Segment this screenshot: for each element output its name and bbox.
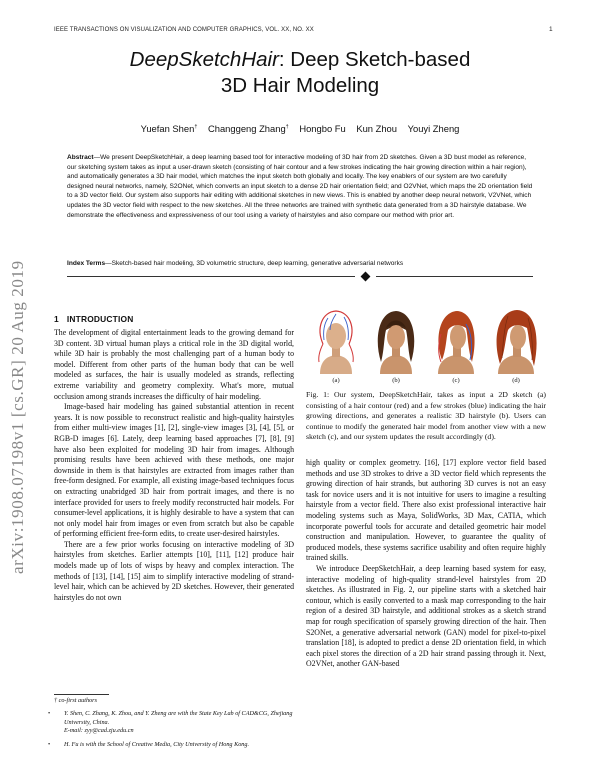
paper-title xyxy=(54,47,546,99)
page-number: 1 xyxy=(549,26,553,33)
arxiv-stamp: arXiv:1908.07198v1 [cs.GR] 20 Aug 2019 xyxy=(8,260,27,574)
title-system-name: DeepSketchHair xyxy=(129,48,279,71)
author: Hongbo Fu xyxy=(299,123,346,134)
figure-label-c: (c) xyxy=(452,377,460,384)
figure-panel-b xyxy=(366,304,426,376)
running-header: IEEE TRANSACTIONS ON VISUALIZATION AND COMPUTER GRAPHICS, VOL. XX, NO. XX xyxy=(54,27,314,33)
title-line1-rest: : Deep Sketch-based xyxy=(278,48,471,71)
footnote-affiliation: • H. Fu is with the School of Creative Media, City University of Hong Kong. xyxy=(54,741,294,750)
figure-label-d: (d) xyxy=(512,377,520,384)
section-title: INTRODUCTION xyxy=(66,314,134,324)
teaser-figure xyxy=(306,304,546,390)
footnotes xyxy=(54,694,294,755)
section-number: 1 xyxy=(54,314,59,324)
section-heading xyxy=(54,314,133,324)
section-divider xyxy=(67,276,533,277)
author: Changgeng Zhang† xyxy=(207,123,289,134)
divider-line-right xyxy=(376,276,533,277)
footnote-affiliation: • Y. Shen, C. Zhang, K. Zhou, and Y. Zheng are with the State Key Lab of CAD&CG, Zhejiang University, China. E-mail: zyy@cad.zju.edu.cn xyxy=(54,710,294,736)
figure-panel-c xyxy=(426,304,486,376)
abstract xyxy=(67,153,533,220)
footnote-rule xyxy=(54,694,109,695)
index-terms-text: —Sketch-based hair modeling, 3D volumetric structure, deep learning, generative adversarial networks xyxy=(105,260,404,267)
paragraph: The development of digital entertainment leads to the growing demand for 3D content. 3D virtual human plays a critical role in the 3D digital world, while 3D hair is probably the most challenging part of a human body to model. Different from other parts of the human body that can be well modeled as surfaces, the hair is usually modeled as strands, reflecting extreme variability and geometry complexity. What's more, mutual occlusion among strands increases the difficulty of hair modeling. xyxy=(54,328,294,401)
diamond-icon xyxy=(361,272,371,282)
divider-line-left xyxy=(67,276,355,277)
author: Kun Zhou xyxy=(356,123,397,134)
title-line2: 3D Hair Modeling xyxy=(220,74,380,97)
paragraph: Image-based hair modeling has gained substantial attention in recent years. It is now possible to reconstruct realistic and high-quality hairstyles from either multi-view images [1], [2], single-view images [3], [4], [5], or RGB-D images [6]. Lately, deep learning based approaches [7], [8], [9] have also been exploited for modeling 3D hair from images. Although promising results have been achieved with these methods, one major downside in them is that hairstyles are extracted from images rather than free-form designed. For example, all existing image-based techniques focus on extracting unabridged 3D hair from portrait images, and there is no interface provided for users to freely modify reconstructed hair models. For consumer-level applications, it is highly desirable to have a system that can not only model hair from images or even from scratch but also be capable of performing efficient free-form edits, to create user-desired hairstyles. xyxy=(54,402,294,539)
abstract-text: —We present DeepSketchHair, a deep learning based tool for interactive modeling of 3D hair from 2D sketches. Given a 3D bust model as reference, our sketching system takes as input a user-drawn sketch (consisting of hair contour and a few strokes indicating the hair growing direction within a hair region), and automatically generates a 3D hair model, which matches the input sketch both globally and locally. The key enablers of our system are two carefully designed neural networks, namely, S2ONet, which converts an input sketch to a dense 2D hair orientation field; and O2VNet, which maps the 2D orientation field to a 3D vector field. Our system also supports hair editing with additional sketches in new views. This is enabled by another deep neural network, V2VNet, which updates the 3D vector field with respect to the new sketches. All the three networks are trained with synthetic data generated from a 3D hairstyle database. We demonstrate the effectiveness and expressiveness of our tool using a variety of hairstyles and also compare our method with prior art. xyxy=(67,154,533,219)
paragraph: high quality or complex geometry. [16], [17] explore vector field based methods and use 3D strokes to drive a 3D vector field which represents the growing direction of hair strands, but authoring 3D curves is not an easy task for novice users and it is not intuitive for users to imagine a resulting hairstyle from a vector field. There also exist professional interactive hair modeling systems such as Maya, SolidWorks, 3D Max, CATIA, which incorporate powerful tools for accurate and detailed geometric hair model construction and manipulation. However, to guarantee the quality of produced models, these systems sacrifice usability and often require highly trained skills. xyxy=(306,458,546,563)
figure-label-a: (a) xyxy=(332,377,340,384)
author: Yuefan Shen† xyxy=(140,123,198,134)
left-column xyxy=(54,328,294,603)
index-terms xyxy=(67,259,533,268)
paragraph: There are a few prior works focusing on interactive modeling of 3D hairstyles from sketches. Earlier attempts [10], [11], [12] produce hair models made up of lots of wisps by heavy and complex interaction. The methods of [13], [14], [15] aim to simplify interactive modeling of strand-level hair, which can be achieved by 2D sketches. However, their generated hairstyles do not own xyxy=(54,539,294,602)
abstract-label: Abstract xyxy=(67,154,94,161)
index-terms-label: Index Terms xyxy=(67,260,106,267)
figure-panel-a xyxy=(306,304,366,376)
author: Youyi Zheng xyxy=(407,123,460,134)
footnote-co-first: † co-first authors xyxy=(54,696,97,704)
figure-caption: Fig. 1: Our system, DeepSketchHair, takes as input a 2D sketch (a) consisting of a hair contour (red) and a few strokes (blue) indicating the hair growing directions, and generates a realistic 3D hairstyle (b). Users can continue to modify the generated hair model from another view with a new sketch (c), and our system updates the result accordingly (d). xyxy=(306,390,546,442)
paragraph: We introduce DeepSketchHair, a deep learning based system for easy, interactive modeling of high-quality strand-level hairstyles from 2D sketches. As illustrated in Fig. 2, our pipeline starts with a sketched hair contour, which is easily converted to a mask map corresponding to the hair region of a desired 3D hairstyle, and additional strokes as a sketch strand map for rough specification of sparsely growing direction of the hair. Then S2ONet, a generative adversarial network (GAN) model for pixel-to-pixel translation [18], is adopted to predict a dense 2D orientation field, in which each pixel stores the direction of a 2D hair strand passing through it. Next, O2VNet, another GAN-based xyxy=(306,563,546,669)
author-list xyxy=(54,123,546,134)
figure-label-b: (b) xyxy=(392,377,400,384)
figure-panel-d xyxy=(486,304,546,376)
right-column xyxy=(306,458,546,670)
footnote-email: E-mail: zyy@cad.zju.edu.cn xyxy=(64,727,134,735)
